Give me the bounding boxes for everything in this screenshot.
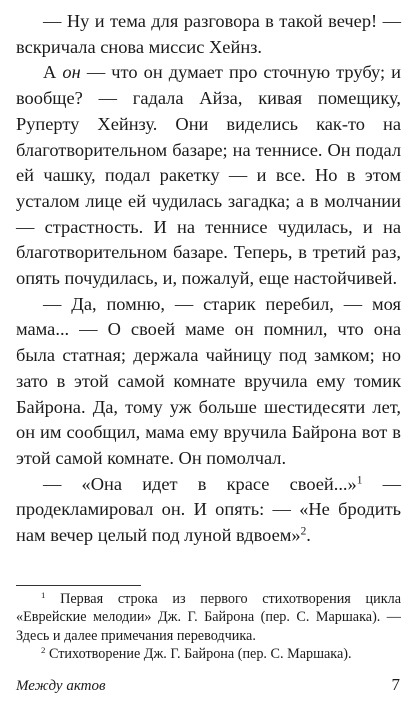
paragraph-2-text: — что он думает про сточную трубу; и вообще? — гадала Айза, кивая помещику, Руперту Хейнзу. Они виделись как-то на благотворительном базаре; на теннисе. Он подал ей чашку, подал ракетку — и все. Но в этом усталом лице ей чудилась загадка; а в молчании — страстность. И на теннисе чудилась, и на благотворительном базаре. Теперь, в третий раз, опять почудилась, и, пожалуй, еще настойчивей. <box>16 62 401 289</box>
paragraph-2-italic: он <box>62 62 81 83</box>
footnote-ref-2[interactable]: 2 <box>300 525 307 538</box>
paragraph-3: — Да, помню, — старик перебил, — моя мама... — О своей маме он помнил, что она была статная; держала чайницу под замком; но зато в этой самой комнате вручила ему томик Байрона. Да, тому уж больше шестидесяти лет, он им сообщил, мама ему вручила Байрона вот в этой самой комнате. Он помолчал. <box>16 293 401 468</box>
footnote-1 <box>16 590 401 645</box>
paragraph-4-text: — продекламировал он. И опять: — «Не бродить нам вечер целый под луной вдвоем» <box>16 473 401 546</box>
footnote-1-text: Первая строка из первого стихотворения цикла «Еврейские мелодии» Дж. Г. Байрона (пер. С. Маршака). — Здесь и далее примечания переводчика. <box>16 591 401 644</box>
paragraph-4-end: . <box>306 525 311 546</box>
footnotes <box>16 590 401 663</box>
footnote-1-mark: 1 <box>41 590 46 601</box>
paragraph-4 <box>16 472 401 549</box>
paragraph-1: — Ну и тема для разговора в такой вечер! — вскричала снова миссис Хейнз. <box>16 11 401 57</box>
footnote-ref-1[interactable]: 1 <box>356 474 363 487</box>
paragraph-4-quote: — «Она идет в красе своей...» <box>43 473 357 494</box>
page-number: 7 <box>391 675 400 694</box>
paragraph-2 <box>16 60 401 291</box>
main-text <box>16 9 401 549</box>
footnote-2 <box>16 645 401 663</box>
footnote-2-text: Стихотворение Дж. Г. Байрона (пер. С. Маршака). <box>45 645 352 662</box>
paragraph-2-lead: А <box>43 62 63 83</box>
footnote-2-mark: 2 <box>41 645 46 656</box>
footnote-divider <box>16 585 141 586</box>
running-footer-title: Между актов <box>16 678 106 694</box>
